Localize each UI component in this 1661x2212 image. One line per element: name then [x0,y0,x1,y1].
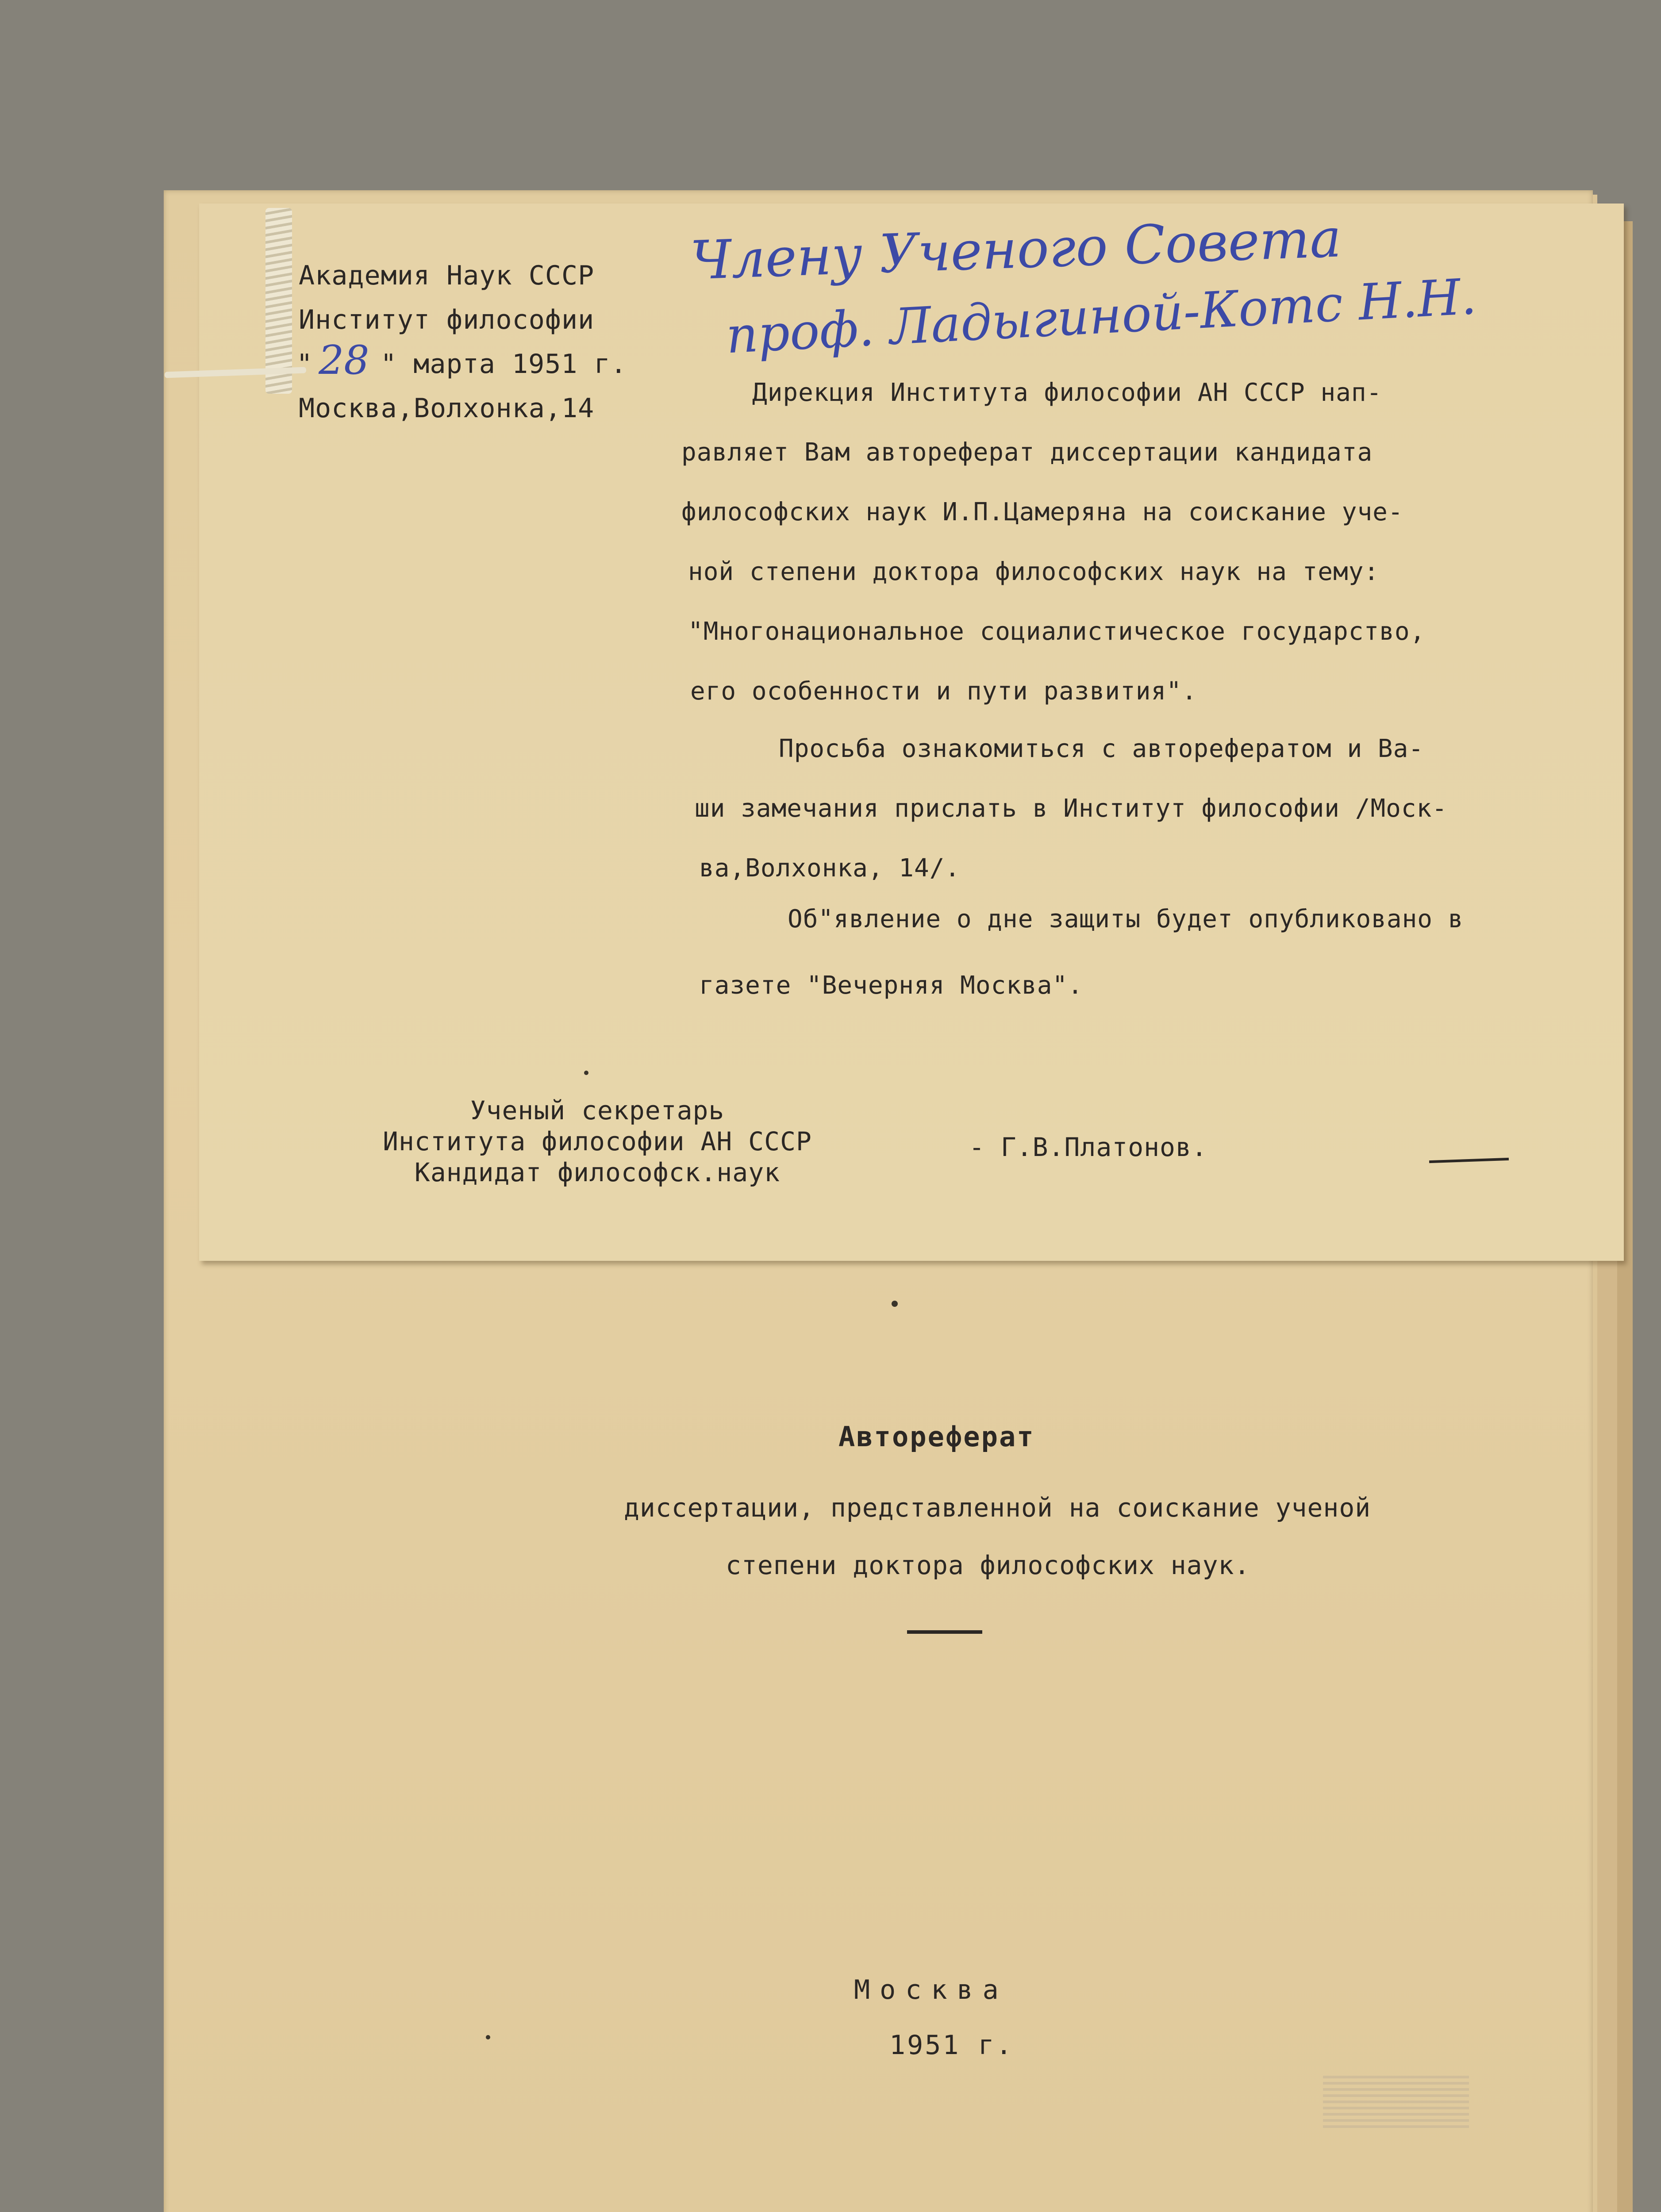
body-line: ной степени доктора философских наук на тему: [688,557,1380,586]
body-line: равляет Вам автореферат диссертации кандидата [681,438,1373,467]
sender-date [288,337,686,398]
date-quote: " [296,349,313,380]
handwritten-addressee-line: проф. Ладыгиной-Котс Н.Н. [724,268,1478,365]
body-line: философских наук И.П.Цамеряна на соискание уче- [681,498,1403,526]
city: Москва [854,1974,1008,2005]
year: 1951 г. [889,2030,1014,2061]
sender-address: Москва,Волхонка,14 [299,393,595,424]
sender-academy: Академия Наук СССР [299,260,595,291]
handwritten-day: 28 [319,337,369,384]
body-line: ши замечания прислать в Институт философии /Моск- [695,794,1448,823]
body-line: ва,Волхонка, 14/. [699,854,961,883]
sender-institute: Институт философии [299,304,595,335]
subtitle-line: диссертации, представленной на соискание ученой [624,1493,1371,1523]
signature-title-block [310,1095,885,1188]
signature-title-line: Кандидат философск.наук [414,1157,781,1187]
signature-title-line: Института философии АН СССР [383,1126,812,1156]
body-line: Просьба ознакомиться с авторефератом и Ва- [779,734,1424,763]
body-line: газете "Вечерняя Москва". [699,971,1083,1000]
handwritten-addressee-line: Члену Ученого Совета [689,207,1342,292]
library-stamp [1323,2075,1469,2128]
separator-dash [907,1630,982,1634]
body-line: его особенности и пути развития". [690,677,1197,706]
paper-speck [892,1301,898,1307]
signature-title-line: Ученый секретарь [470,1095,725,1125]
body-line: Дирекция Института философии АН СССР нап- [752,378,1382,407]
paper-speck [486,2035,490,2039]
body-line: "Многонациональное социалистическое государство, [688,617,1426,646]
date-rest: " марта 1951 г. [381,349,627,380]
paper-speck [584,1071,588,1075]
document-heading: Автореферат [838,1421,1035,1453]
body-line: Об"явление о дне защиты будет опубликовано в [788,905,1464,933]
subtitle-line: степени доктора философских наук. [726,1550,1250,1580]
signatory-name: - Г.В.Платонов. [969,1132,1207,1162]
